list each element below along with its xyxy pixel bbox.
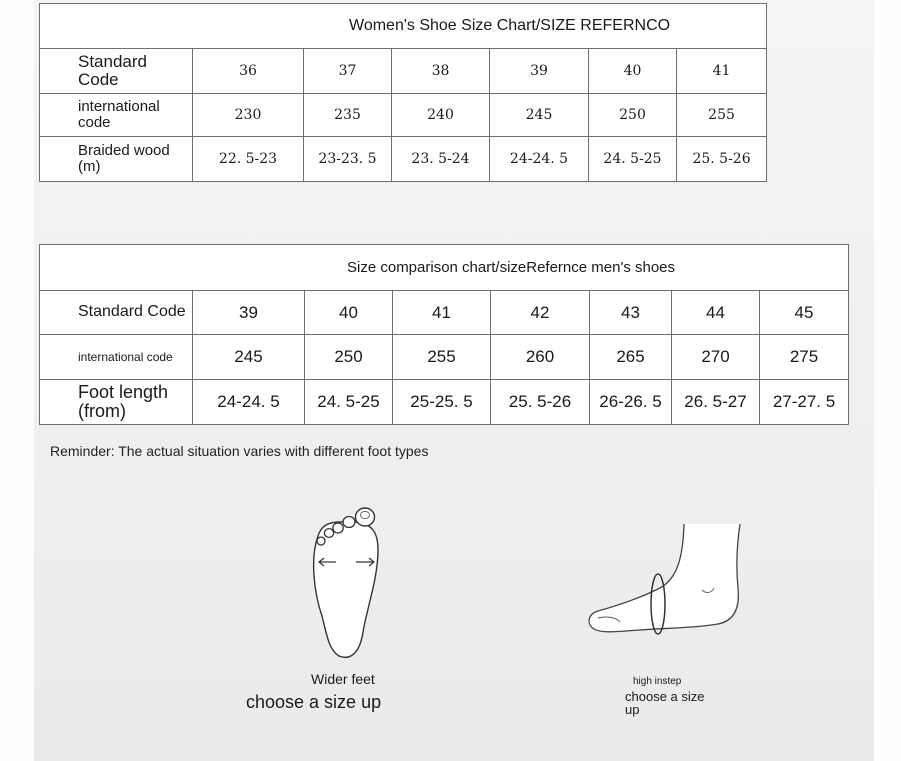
table-cell: 265 [590, 335, 672, 380]
table-cell: 36 [193, 49, 304, 94]
table-row [40, 49, 767, 94]
table-cell: 40 [305, 291, 393, 335]
table-cell: 22. 5-23 [193, 137, 304, 182]
table-cell: 44 [672, 291, 760, 335]
row-label-braided-wood: Braided wood (m) [40, 137, 193, 182]
table-cell: 275 [760, 335, 849, 380]
foot-top-view-icon [296, 498, 396, 663]
high-instep-advice: choose a size up [625, 689, 705, 717]
table-row [40, 335, 849, 380]
row-label-standard-code: Standard Code [40, 291, 193, 335]
table-cell: 255 [677, 94, 767, 137]
table-cell: 260 [491, 335, 590, 380]
row-label-international-code: international code [40, 335, 193, 380]
table-cell: 270 [672, 335, 760, 380]
table-cell: 42 [491, 291, 590, 335]
table-cell: 26. 5-27 [672, 380, 760, 425]
men-size-chart-table [39, 244, 849, 425]
high-instep-label: high instep [633, 676, 682, 687]
table-cell: 45 [760, 291, 849, 335]
table-cell: 23-23. 5 [304, 137, 392, 182]
table-row [40, 137, 767, 182]
table-cell: 38 [392, 49, 490, 94]
table-cell: 43 [590, 291, 672, 335]
table-cell: 27-27. 5 [760, 380, 849, 425]
women-size-chart-table [39, 3, 767, 182]
table-cell: 250 [589, 94, 677, 137]
table-cell: 39 [490, 49, 589, 94]
table-cell: 26-26. 5 [590, 380, 672, 425]
table-cell: 39 [193, 291, 305, 335]
table-cell: 24. 5-25 [589, 137, 677, 182]
table-cell: 40 [589, 49, 677, 94]
foot-side-view-icon [580, 518, 750, 648]
table-row [40, 380, 849, 425]
table-cell: 25. 5-26 [491, 380, 590, 425]
table-cell: 245 [490, 94, 589, 137]
table-cell: 41 [677, 49, 767, 94]
table-cell: 250 [305, 335, 393, 380]
reminder-text: Reminder: The actual situation varies with different foot types [50, 443, 429, 459]
women-chart-title: Women's Shoe Size Chart/SIZE REFERNCO [40, 4, 767, 49]
table-cell: 240 [392, 94, 490, 137]
table-cell: 23. 5-24 [392, 137, 490, 182]
table-cell: 37 [304, 49, 392, 94]
table-cell: 41 [393, 291, 491, 335]
table-cell: 24-24. 5 [490, 137, 589, 182]
wider-feet-label: Wider feet [311, 671, 375, 687]
table-cell: 230 [193, 94, 304, 137]
row-label-standard-code: Standard Code [40, 49, 193, 94]
table-cell: 255 [393, 335, 491, 380]
table-cell: 245 [193, 335, 305, 380]
table-cell: 25-25. 5 [393, 380, 491, 425]
wider-feet-advice: choose a size up [246, 692, 382, 712]
table-row [40, 94, 767, 137]
table-cell: 24. 5-25 [305, 380, 393, 425]
table-cell: 24-24. 5 [193, 380, 305, 425]
table-cell: 25. 5-26 [677, 137, 767, 182]
table-row [40, 291, 849, 335]
row-label-international-code: international code [40, 94, 193, 137]
row-label-foot-length: Foot length (from) [40, 380, 193, 425]
men-chart-title: Size comparison chart/sizeRefernce men's shoes [40, 245, 849, 291]
table-cell: 235 [304, 94, 392, 137]
